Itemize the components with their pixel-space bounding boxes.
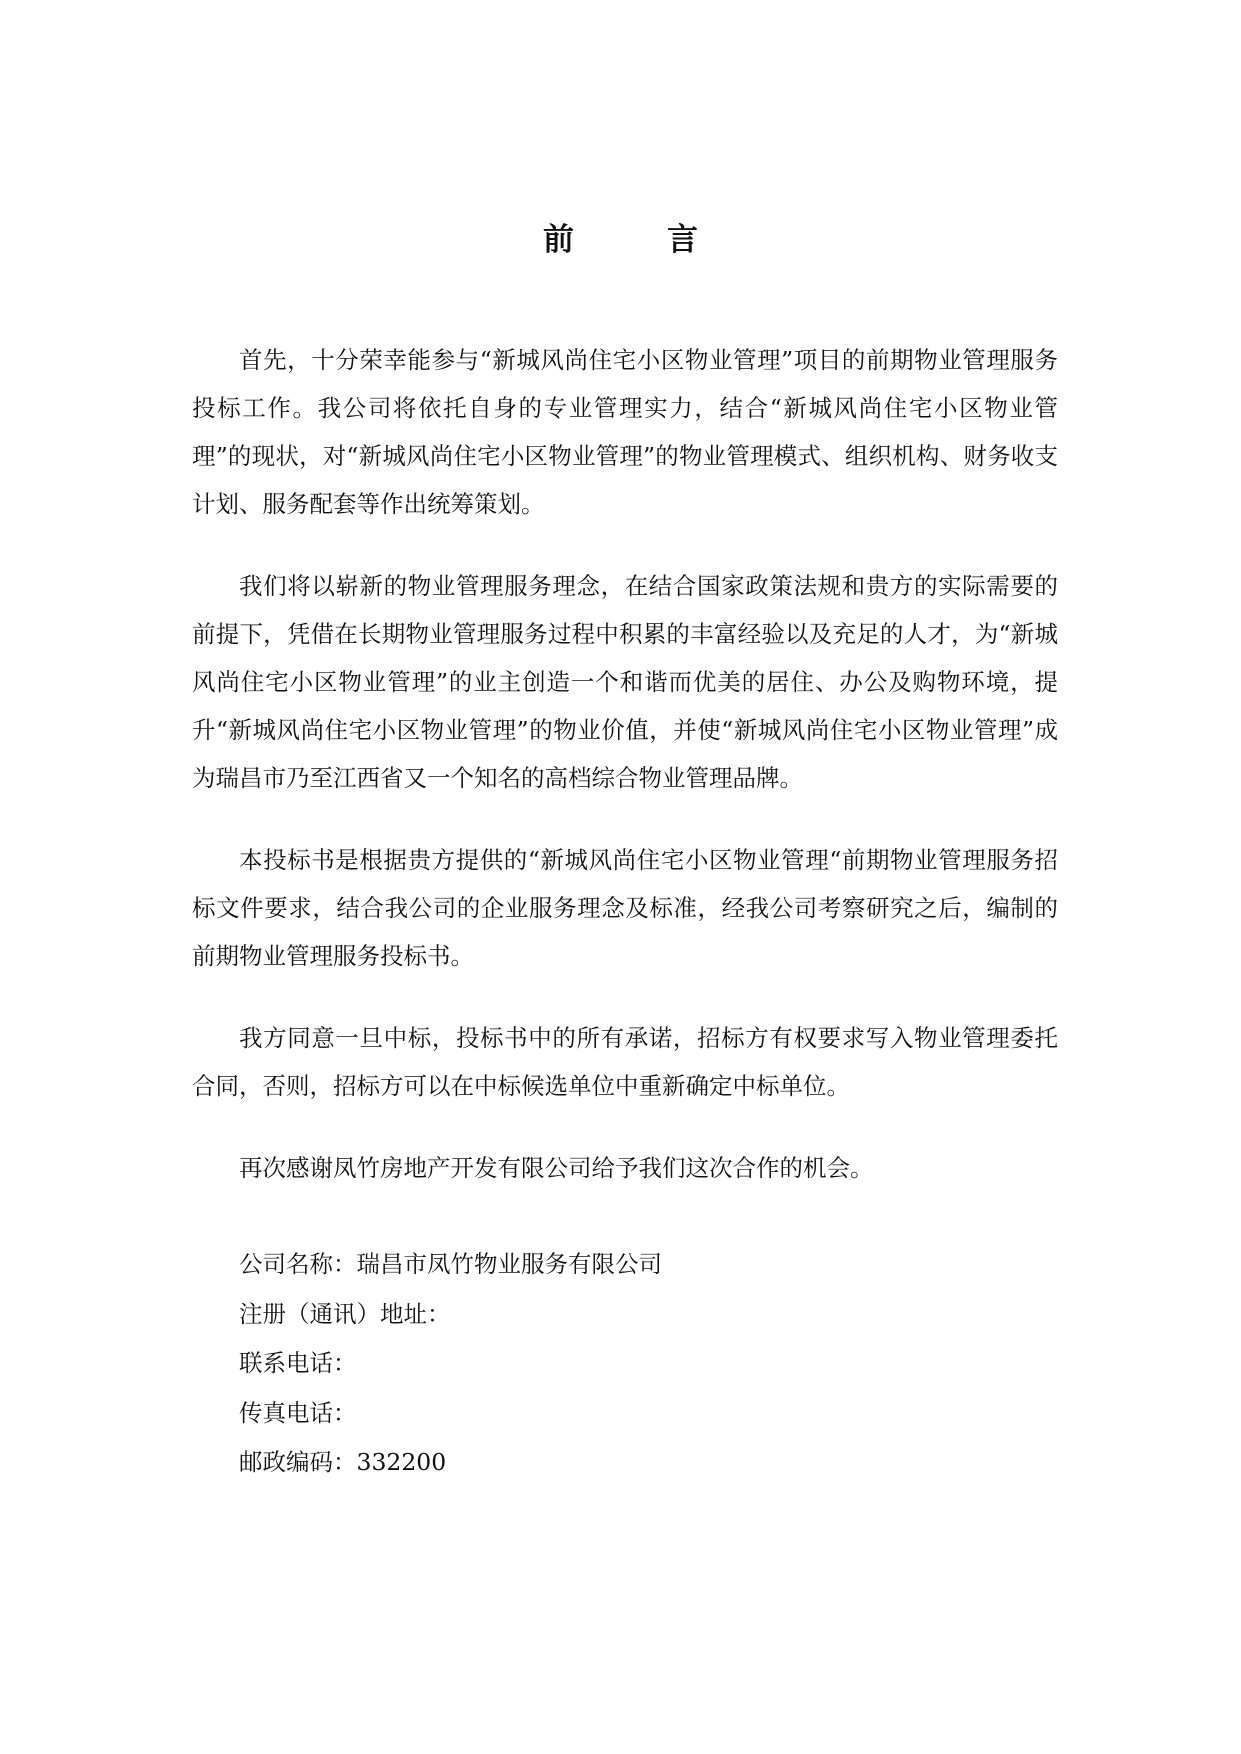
phone-line: 联系电话： [239,1349,357,1377]
postcode-line: 邮政编码：332200 [239,1448,447,1476]
company-name-line: 公司名称：瑞昌市凤竹物业服务有限公司 [239,1250,662,1278]
paragraph-thanks: 再次感谢凤竹房地产开发有限公司给予我们这次合作的机会。 [239,1154,874,1182]
fax-line: 传真电话： [239,1398,357,1427]
paragraph-bid-basis: 本投标书是根据贵方提供的“新城风尚住宅小区物业管理“前期物业管理服务招标文件要求，结合我公司的企业服务理念及标准，经我公司考察研究之后，编制的前期物业管理服务投标书。 [192,846,1058,970]
contact-block [192,1240,1058,1488]
paragraph-service-concept: 我们将以崭新的物业管理服务理念，在结合国家政策法规和贵方的实际需要的前提下，凭借在长期物业管理服务过程中积累的丰富经验以及充足的人才，为“新城风尚住宅小区物业管理”的业主创造一个和谐而优美的居住、办公及购物环境，提升“新城风尚住宅小区物业管理”的物业价值，并使“新城风尚住宅小区物业管理”成为瑞昌市乃至江西省又一个知名的高档综合物业管理品牌。 [192,572,1058,792]
document-body [192,336,1058,1488]
address-line: 注册（通讯）地址： [239,1299,451,1328]
page-title: 前 言 [543,222,729,258]
paragraph-commitment: 我方同意一旦中标，投标书中的所有承诺，招标方有权要求写入物业管理委托合同，否则，招标方可以在中标候选单位中重新确定中标单位。 [192,1024,1058,1100]
paragraph-intro: 首先，十分荣幸能参与“新城风尚住宅小区物业管理”项目的前期物业管理服务投标工作。我公司将依托自身的专业管理实力，结合“新城风尚住宅小区物业管理”的现状，对“新城风尚住宅小区物业管理”的物业管理模式、组织机构、财务收支计划、服务配套等作出统筹策划。 [192,346,1058,518]
